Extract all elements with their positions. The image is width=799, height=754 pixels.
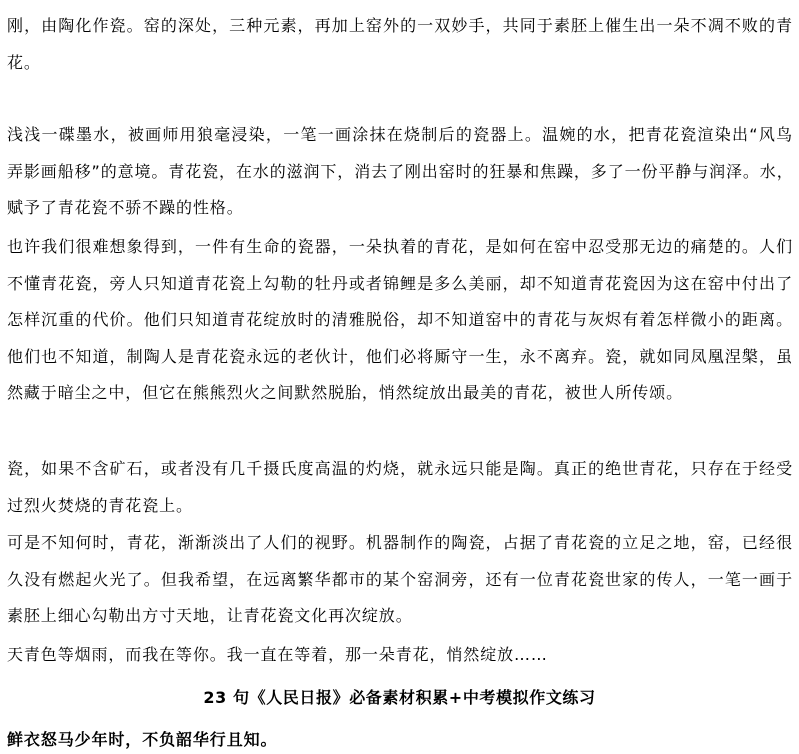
- text-line: 刚，由陶化作瓷。窑的深处，三种元素，再加上窑外的一双妙手，共同于素胚上催生出一朵不凋不败的青: [7, 16, 793, 35]
- text-line: 赋予了青花瓷不骄不躁的性格。: [7, 198, 244, 217]
- text-line: 弄影画船移”的意境。青花瓷，在水的滋润下，消去了刚出窑时的狂暴和焦躁，多了一份平静与润泽。水，: [7, 161, 794, 181]
- text-line: 他们也不知道，制陶人是青花瓷永远的老伙计，他们必将厮守一生，永不离弃。瓷，就如同凤凰涅槃，虽: [7, 346, 793, 366]
- text-line: 可是不知何时，青花，渐渐淡出了人们的视野。机器制作的陶瓷，占据了青花瓷的立足之地，窑，已经很: [7, 533, 793, 552]
- text-line: 素胚上细心勾勒出方寸天地，让青花瓷文化再次绽放。: [7, 606, 413, 625]
- text-line: 瓷，如果不含矿石，或者没有几千摄氏度高温的灼烧，就永远只能是陶。真正的绝世青花，只存在于经受: [7, 459, 793, 478]
- paragraph-3: [7, 229, 793, 412]
- text-line: 久没有燃起火光了。但我希望，在远离繁华都市的某个窑洞旁，还有一位青花瓷世家的传人，一笔一画于: [7, 569, 793, 589]
- text-line: 也许我们很难想象得到，一件有生命的瓷器，一朵执着的青花，是如何在窑中忍受那无边的痛楚的。人们: [7, 237, 793, 256]
- text-line: 过烈火焚烧的青花瓷上。: [7, 495, 193, 515]
- paragraph-5: [7, 525, 793, 635]
- text-line: 不懂青花瓷，旁人只知道青花瓷上勾勒的牡丹或者锦鲤是多么美丽，却不知道青花瓷因为这在窑中付出了: [7, 273, 793, 293]
- paragraph-1: [7, 8, 793, 81]
- text-line: 天青色等烟雨，而我在等你。我一直在等着，那一朵青花，悄然绽放……: [7, 645, 548, 664]
- paragraph-2: [7, 117, 793, 227]
- section-heading: 23 句《人民日报》必备素材积累+中考模拟作文练习: [203, 688, 596, 707]
- paragraph-4: [7, 451, 793, 524]
- text-line: 浅浅一碟墨水，被画师用狼毫浸染，一笔一画涂抹在烧制后的瓷器上。温婉的水，把青花瓷渲染出“风鸟: [7, 125, 793, 144]
- text-line: 花。: [7, 52, 41, 72]
- bold-sentence: 鲜衣怒马少年时，不负韶华行且知。: [7, 730, 278, 749]
- text-line: 怎样沉重的代价。他们只知道青花绽放时的清雅脱俗，却不知道窑中的青花与灰烬有着怎样微小的距离。: [7, 310, 793, 329]
- paragraph-6: [7, 637, 793, 674]
- text-line: 然藏于暗尘之中，但它在熊熊烈火之间默然脱胎，悄然绽放出最美的青花，被世人所传颂。: [7, 383, 684, 402]
